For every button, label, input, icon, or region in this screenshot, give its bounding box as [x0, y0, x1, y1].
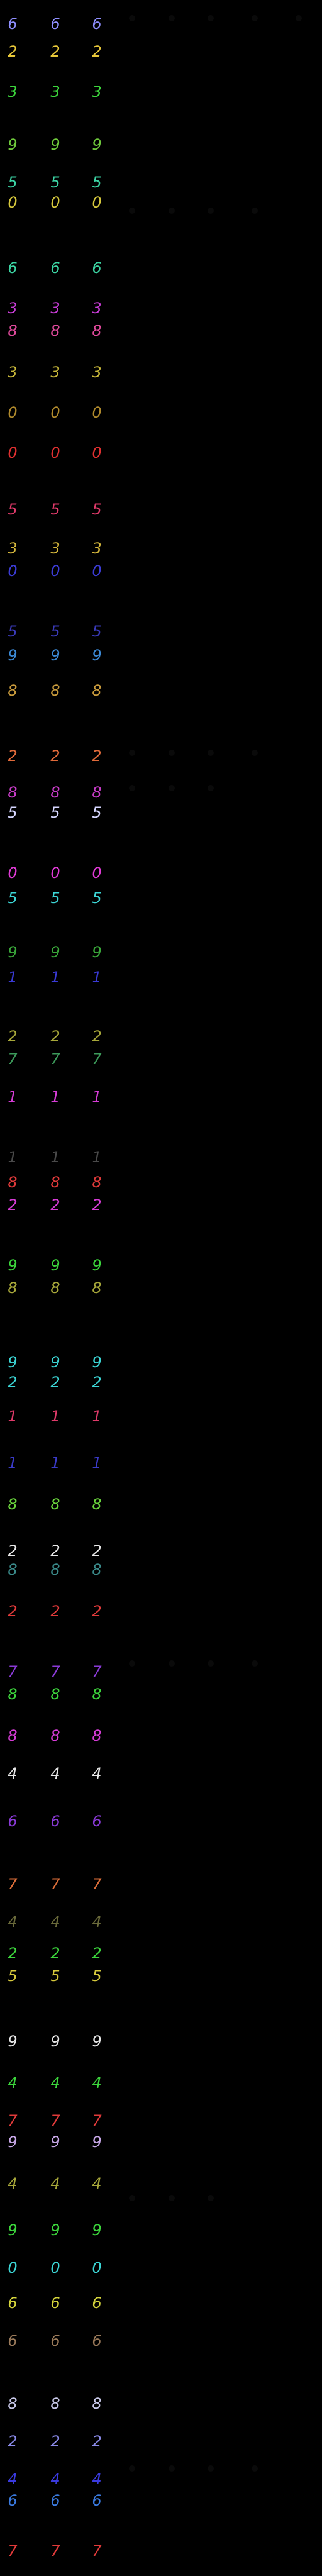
- handwritten-digit: 9: [8, 943, 18, 961]
- handwritten-digit: 1: [50, 1148, 60, 1166]
- handwritten-digit: 7: [50, 1663, 60, 1680]
- handwritten-digit: 7: [50, 2112, 60, 2129]
- handwritten-digit: 4: [50, 1765, 60, 1782]
- handwritten-digit: 1: [92, 1407, 102, 1425]
- digit-row: [0, 886, 126, 911]
- handwritten-digit: 4: [50, 2175, 60, 2192]
- handwritten-digit: 7: [92, 1663, 102, 1680]
- digit-row: [0, 2328, 126, 2353]
- handwritten-digit: 8: [50, 2395, 60, 2412]
- handwritten-digit: 7: [8, 1663, 18, 1680]
- handwritten-digit: 9: [8, 647, 18, 664]
- digit-row: [0, 1253, 126, 1278]
- handwritten-digit: 5: [8, 501, 18, 518]
- handwritten-digit: 3: [50, 540, 60, 557]
- digit-row: [0, 1275, 126, 1301]
- handwritten-digit: 3: [50, 299, 60, 317]
- handwritten-digit: 5: [50, 501, 60, 518]
- handwritten-digit: 0: [50, 444, 60, 462]
- digit-row: [0, 2129, 126, 2155]
- handwritten-digit: 9: [92, 2133, 102, 2151]
- handwritten-digit: 8: [8, 1727, 18, 1745]
- handwritten-digit: 5: [92, 1967, 102, 1985]
- handwritten-digit: 7: [8, 2112, 18, 2129]
- handwritten-digit: 3: [8, 83, 18, 101]
- digit-row: [0, 643, 126, 668]
- handwritten-digit: 4: [92, 2175, 102, 2192]
- handwritten-digit: 5: [50, 1967, 60, 1985]
- handwritten-digit: 8: [8, 322, 18, 340]
- handwritten-digit: 1: [8, 1088, 18, 1106]
- digit-row: [0, 619, 126, 644]
- handwritten-digit: 4: [92, 1765, 102, 1782]
- handwritten-digit: 2: [92, 1542, 102, 1560]
- handwritten-digit: 0: [50, 404, 60, 421]
- digit-row: [0, 2290, 126, 2316]
- handwritten-digit: 0: [50, 2259, 60, 2277]
- digit-row: [0, 2255, 126, 2280]
- handwritten-digit: 9: [50, 647, 60, 664]
- handwritten-digit: 8: [8, 1174, 18, 1191]
- digit-row: [0, 1170, 126, 1195]
- handwritten-digit: 2: [50, 1945, 60, 1962]
- handwritten-digit: 6: [50, 1813, 60, 1830]
- handwritten-digit: 6: [8, 2492, 18, 2509]
- digit-row: [0, 400, 126, 425]
- background-smudge: [169, 2465, 175, 2472]
- handwritten-digit: 9: [92, 647, 102, 664]
- handwritten-digit: 1: [92, 969, 102, 986]
- handwritten-digit: 4: [92, 2470, 102, 2488]
- handwritten-digit: 0: [92, 404, 102, 421]
- digit-row: [0, 2429, 126, 2454]
- digit-row: [0, 318, 126, 343]
- digit-row: [0, 1370, 126, 1395]
- handwritten-digit: 3: [92, 364, 102, 381]
- handwritten-digit: 2: [92, 1028, 102, 1045]
- handwritten-digit: 8: [92, 1279, 102, 1297]
- handwritten-digit: 6: [50, 2492, 60, 2509]
- handwritten-digit: 4: [8, 2470, 18, 2488]
- digit-row: [0, 1192, 126, 1218]
- handwritten-digit: 1: [8, 1454, 18, 1472]
- digit-row: [0, 360, 126, 385]
- digit-row: [0, 2029, 126, 2054]
- digit-row: [0, 190, 126, 215]
- handwritten-digit: 1: [92, 1148, 102, 1166]
- digit-row: [0, 39, 126, 64]
- background-smudge: [169, 1660, 175, 1667]
- digit-row: [0, 1046, 126, 1072]
- handwritten-digit: 4: [50, 1913, 60, 1931]
- handwritten-digit: 6: [92, 2294, 102, 2312]
- digit-row: [0, 965, 126, 990]
- handwritten-digit: 6: [92, 1813, 102, 1830]
- background-smudge: [169, 750, 175, 756]
- digit-row: [0, 940, 126, 965]
- handwritten-digit: 2: [50, 1602, 60, 1620]
- handwritten-digit: 8: [50, 322, 60, 340]
- handwritten-digit: 4: [8, 2175, 18, 2192]
- background-smudge: [208, 15, 214, 21]
- background-smudge: [208, 750, 214, 756]
- digit-row: [0, 2488, 126, 2513]
- handwritten-digit: 9: [50, 2033, 60, 2050]
- handwritten-digit: 8: [92, 1685, 102, 1703]
- handwritten-digit: 2: [50, 1374, 60, 1391]
- handwritten-digit: 6: [50, 2332, 60, 2350]
- handwritten-digit: 6: [92, 15, 102, 33]
- digit-row: [0, 11, 126, 36]
- handwritten-digit: 0: [92, 864, 102, 882]
- background-smudge: [169, 2195, 175, 2201]
- handwritten-digit: 4: [8, 2074, 18, 2092]
- digit-row: [0, 1963, 126, 1989]
- background-smudge: [252, 750, 258, 756]
- handwritten-digit: 5: [92, 889, 102, 907]
- handwritten-digit: 8: [92, 1174, 102, 1191]
- handwritten-digit: 0: [50, 562, 60, 580]
- background-smudge: [252, 15, 258, 21]
- handwritten-digit: 8: [8, 1685, 18, 1703]
- background-smudge: [129, 1660, 135, 1667]
- background-smudge: [129, 750, 135, 756]
- digit-row: [0, 1492, 126, 1517]
- handwritten-digit: 0: [8, 194, 18, 211]
- handwritten-digit: 5: [8, 174, 18, 191]
- digit-row: [0, 132, 126, 157]
- handwritten-digit: 5: [50, 623, 60, 640]
- handwritten-digit: 9: [92, 1257, 102, 1274]
- handwritten-digit: 4: [8, 1913, 18, 1931]
- handwritten-digit: 3: [92, 540, 102, 557]
- handwritten-digit: 0: [50, 864, 60, 882]
- handwritten-digit: 5: [92, 501, 102, 518]
- handwritten-digit: 1: [8, 1148, 18, 1166]
- digit-row: [0, 440, 126, 465]
- handwritten-digit: 2: [8, 43, 18, 60]
- handwritten-digit: 6: [8, 15, 18, 33]
- handwritten-digit: 9: [50, 2133, 60, 2151]
- background-smudge: [129, 15, 135, 21]
- handwritten-digit: 2: [8, 1602, 18, 1620]
- digit-row: [0, 1809, 126, 1834]
- background-smudge: [208, 785, 214, 791]
- handwritten-digit: 1: [50, 1088, 60, 1106]
- handwritten-digit: 3: [8, 364, 18, 381]
- handwritten-digit: 8: [8, 682, 18, 699]
- handwritten-digit: 8: [50, 1561, 60, 1579]
- handwritten-digit: 8: [8, 1279, 18, 1297]
- handwritten-digit: 7: [92, 2112, 102, 2129]
- handwritten-digit: 0: [8, 562, 18, 580]
- handwritten-digit: 2: [8, 747, 18, 765]
- digit-row: [0, 1024, 126, 1049]
- handwritten-digit: 9: [8, 136, 18, 153]
- handwritten-digit: 1: [92, 1454, 102, 1472]
- background-smudge: [208, 1660, 214, 1667]
- handwritten-digit: 5: [50, 804, 60, 821]
- handwritten-digit: 4: [50, 2074, 60, 2092]
- digit-row: [0, 1145, 126, 1170]
- background-smudge: [208, 2195, 214, 2201]
- digit-row: [0, 2538, 126, 2563]
- digit-row: [0, 1557, 126, 1582]
- handwritten-digit: 2: [92, 1945, 102, 1962]
- handwritten-digit: 9: [50, 943, 60, 961]
- background-smudge: [252, 208, 258, 214]
- handwritten-digit: 4: [92, 2074, 102, 2092]
- handwritten-digit: 5: [8, 804, 18, 821]
- handwritten-digit: 1: [8, 969, 18, 986]
- handwritten-digit: 2: [8, 1945, 18, 1962]
- digit-row: [0, 2171, 126, 2196]
- digit-row: [0, 255, 126, 280]
- handwritten-digit: 9: [92, 1353, 102, 1371]
- background-smudge: [296, 15, 302, 21]
- handwritten-digit: 8: [92, 322, 102, 340]
- background-smudge: [208, 208, 214, 214]
- handwritten-digit: 8: [8, 784, 18, 801]
- handwritten-digit: 8: [92, 1496, 102, 1513]
- handwritten-digit: 8: [50, 682, 60, 699]
- handwritten-digit: 9: [50, 1257, 60, 1274]
- handwritten-digit: 2: [50, 1196, 60, 1214]
- handwritten-digit: 8: [50, 1685, 60, 1703]
- handwritten-digit: 1: [50, 1407, 60, 1425]
- handwritten-digit: 8: [50, 1174, 60, 1191]
- handwritten-digit: 2: [8, 1028, 18, 1045]
- handwritten-digit: 8: [92, 784, 102, 801]
- handwritten-digit: 2: [92, 1602, 102, 1620]
- handwritten-digit: 0: [8, 404, 18, 421]
- handwritten-digit: 9: [50, 2221, 60, 2239]
- handwritten-digit: 0: [92, 2259, 102, 2277]
- handwritten-digit: 5: [50, 174, 60, 191]
- digit-row: [0, 1450, 126, 1475]
- background-smudge: [169, 208, 175, 214]
- digit-row: [0, 296, 126, 321]
- handwritten-digit: 6: [92, 2332, 102, 2350]
- handwritten-digit: 3: [8, 540, 18, 557]
- digit-row: [0, 1682, 126, 1707]
- handwritten-digit: 2: [8, 1374, 18, 1391]
- digit-row: [0, 497, 126, 522]
- digit-row: [0, 79, 126, 104]
- handwritten-digit: 7: [50, 1050, 60, 1068]
- background-smudge: [129, 2465, 135, 2472]
- handwritten-digit: 5: [92, 174, 102, 191]
- handwritten-digit: 2: [50, 43, 60, 60]
- background-smudge: [169, 15, 175, 21]
- handwritten-digit: 1: [92, 1088, 102, 1106]
- handwritten-digit: 9: [92, 136, 102, 153]
- handwritten-digit: 6: [50, 15, 60, 33]
- digit-row: [0, 1723, 126, 1748]
- handwritten-digit: 3: [8, 299, 18, 317]
- handwritten-digit: 6: [8, 2332, 18, 2350]
- handwritten-digit: 0: [8, 2259, 18, 2277]
- handwritten-digit: 9: [50, 1353, 60, 1371]
- handwritten-digit: 2: [92, 43, 102, 60]
- handwritten-digit: 8: [92, 2395, 102, 2412]
- background-smudge: [252, 2465, 258, 2472]
- digit-row: [0, 2070, 126, 2096]
- background-smudge: [129, 208, 135, 214]
- handwritten-digit: 5: [92, 804, 102, 821]
- handwritten-digit: 2: [8, 2433, 18, 2450]
- handwritten-digit: 4: [50, 2470, 60, 2488]
- handwritten-digit: 8: [50, 1496, 60, 1513]
- digit-row: [0, 2391, 126, 2416]
- handwritten-digit: 1: [8, 1407, 18, 1425]
- handwritten-digit: 8: [92, 1727, 102, 1745]
- digit-row: [0, 860, 126, 886]
- handwritten-digit: 8: [8, 1561, 18, 1579]
- background-smudge: [252, 1660, 258, 1667]
- digit-row: [0, 800, 126, 825]
- handwritten-digit: 7: [8, 2542, 18, 2560]
- handwritten-digit: 8: [50, 1727, 60, 1745]
- background-smudge: [169, 785, 175, 791]
- handwritten-digit: 9: [92, 2033, 102, 2050]
- handwritten-digit: 5: [8, 1967, 18, 1985]
- handwritten-digit: 7: [92, 1875, 102, 1893]
- handwritten-digit: 0: [8, 864, 18, 882]
- digit-row: [0, 743, 126, 769]
- background-smudge: [208, 2465, 214, 2472]
- handwritten-digit: 6: [50, 2294, 60, 2312]
- handwritten-digit: 0: [50, 194, 60, 211]
- handwritten-digit: 3: [92, 299, 102, 317]
- handwritten-digit: 8: [8, 2395, 18, 2412]
- handwritten-digit: 3: [92, 83, 102, 101]
- digit-row: [0, 1872, 126, 1897]
- handwritten-digit: 6: [50, 259, 60, 277]
- handwritten-digit: 0: [92, 444, 102, 462]
- digit-row: [0, 678, 126, 703]
- background-smudge: [129, 785, 135, 791]
- handwritten-digit: 8: [50, 1279, 60, 1297]
- handwritten-digit: 5: [50, 889, 60, 907]
- handwritten-digit: 4: [92, 1913, 102, 1931]
- handwritten-digit: 6: [8, 1813, 18, 1830]
- handwritten-digit: 7: [50, 1875, 60, 1893]
- digit-row: [0, 1659, 126, 1684]
- handwritten-digit: 2: [50, 747, 60, 765]
- handwritten-digit: 2: [8, 1196, 18, 1214]
- handwritten-digit: 9: [8, 2221, 18, 2239]
- handwritten-digit: 1: [50, 969, 60, 986]
- handwritten-digit: 3: [50, 364, 60, 381]
- handwritten-digit: 2: [8, 1542, 18, 1560]
- handwritten-digit: 5: [8, 889, 18, 907]
- digit-row: [0, 558, 126, 584]
- handwritten-digit: 2: [92, 2433, 102, 2450]
- handwritten-digit: 2: [92, 1196, 102, 1214]
- handwritten-digit: 7: [8, 1050, 18, 1068]
- handwritten-digit: 6: [92, 259, 102, 277]
- handwritten-digit: 7: [92, 1050, 102, 1068]
- handwritten-digit: 9: [92, 943, 102, 961]
- handwritten-digit: 9: [8, 1353, 18, 1371]
- handwritten-digit: 6: [92, 2492, 102, 2509]
- digit-row: [0, 1599, 126, 1624]
- handwritten-digit: 9: [50, 136, 60, 153]
- handwritten-digit: 4: [8, 1765, 18, 1782]
- digit-row: [0, 1909, 126, 1935]
- handwritten-digit: 8: [8, 1496, 18, 1513]
- handwritten-digit: 6: [8, 2294, 18, 2312]
- background-smudge: [129, 2195, 135, 2201]
- handwritten-digit: 9: [8, 2133, 18, 2151]
- digit-row: [0, 1761, 126, 1786]
- handwritten-digit: 2: [92, 1374, 102, 1391]
- digit-row: [0, 1404, 126, 1429]
- handwritten-digit: 0: [92, 562, 102, 580]
- handwritten-digit: 5: [92, 623, 102, 640]
- digit-row: [0, 1084, 126, 1109]
- handwritten-digit: 7: [8, 1875, 18, 1893]
- handwritten-digit: 9: [92, 2221, 102, 2239]
- handwritten-digit: 9: [8, 1257, 18, 1274]
- handwritten-digit: 7: [92, 2542, 102, 2560]
- handwritten-digit: 2: [92, 747, 102, 765]
- digit-row: [0, 2218, 126, 2243]
- handwritten-digit: 2: [50, 1028, 60, 1045]
- handwritten-digit: 2: [50, 1542, 60, 1560]
- handwritten-digit: 9: [8, 2033, 18, 2050]
- handwritten-digit: 7: [50, 2542, 60, 2560]
- digit-row: [0, 536, 126, 561]
- handwritten-digit: 8: [92, 1561, 102, 1579]
- handwritten-digit: 2: [50, 2433, 60, 2450]
- digit-row: [0, 1941, 126, 1966]
- handwritten-digit: 0: [92, 194, 102, 211]
- handwritten-digit: 5: [8, 623, 18, 640]
- handwritten-digit: 3: [50, 83, 60, 101]
- handwritten-digit: 0: [8, 444, 18, 462]
- handwritten-digit: 8: [92, 682, 102, 699]
- handwritten-digit: 1: [50, 1454, 60, 1472]
- handwritten-digit: 6: [8, 259, 18, 277]
- handwritten-digit: 8: [50, 784, 60, 801]
